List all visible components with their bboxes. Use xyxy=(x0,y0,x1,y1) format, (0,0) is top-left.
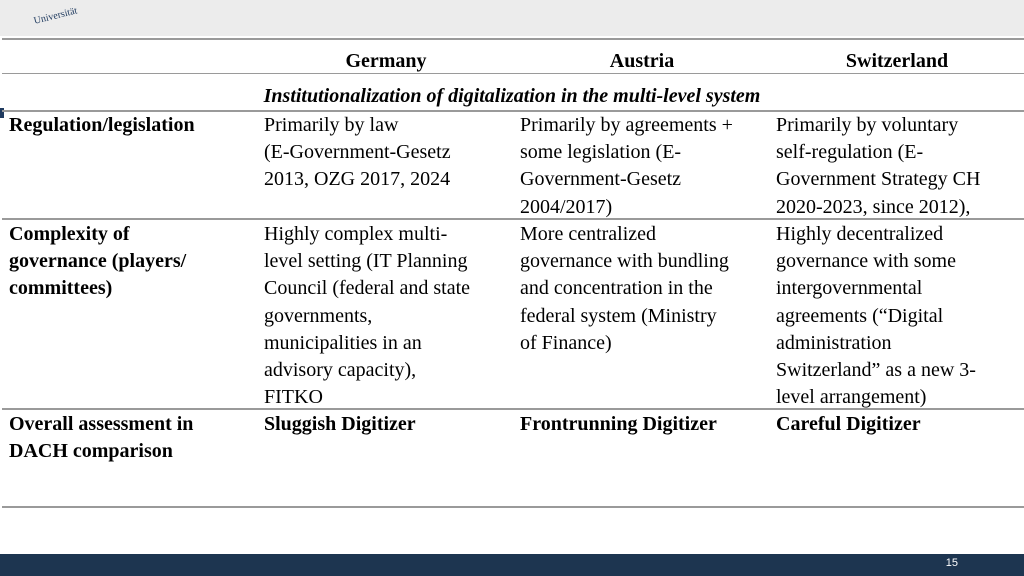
university-logo: Universität xyxy=(32,5,79,27)
footer-bar xyxy=(0,554,1024,576)
section-title: Institutionalization of digitalization in the multi-level system xyxy=(263,85,761,107)
table-top-rule xyxy=(2,38,1024,40)
cell-complexity-switzerland: Highly decentralized governance with some intergovernmental agreements (“Digital administration Switzerland” as a new 3- level arrangement) xyxy=(776,223,976,409)
cell-assessment-germany: Sluggish Digitizer xyxy=(264,413,416,435)
row-label-assessment: Overall assessment in DACH comparison xyxy=(9,413,194,463)
row-label-regulation: Regulation/legislation xyxy=(9,114,195,136)
row-label-complexity: Complexity of governance (players/ committees) xyxy=(9,223,187,300)
cell-regulation-austria: Primarily by agreements + some legislation (E- Government-Gesetz 2004/2017) xyxy=(520,114,733,218)
top-bar xyxy=(0,0,1024,36)
page-number: 15 xyxy=(945,557,958,569)
cell-assessment-switzerland: Careful Digitizer xyxy=(776,413,921,435)
column-header-germany: Germany xyxy=(345,50,427,72)
cell-complexity-austria: More centralized governance with bundling and concentration in the federal system (Ministry of Finance) xyxy=(520,223,729,354)
header-rule xyxy=(2,73,1024,74)
column-header-austria: Austria xyxy=(609,50,675,72)
cell-assessment-austria: Frontrunning Digitizer xyxy=(520,413,717,435)
table-bottom-rule xyxy=(2,506,1024,508)
cell-regulation-germany: Primarily by law (E-Government-Gesetz 2013, OZG 2017, 2024 xyxy=(264,114,451,191)
cell-regulation-switzerland: Primarily by voluntary self-regulation (E- Government Strategy CH 2020-2023, since 2012), xyxy=(776,114,981,218)
column-header-switzerland: Switzerland xyxy=(845,50,949,72)
cell-complexity-germany: Highly complex multi- level setting (IT Planning Council (federal and state governments, municipalities in an advisory capacity), FITKO xyxy=(264,223,471,409)
